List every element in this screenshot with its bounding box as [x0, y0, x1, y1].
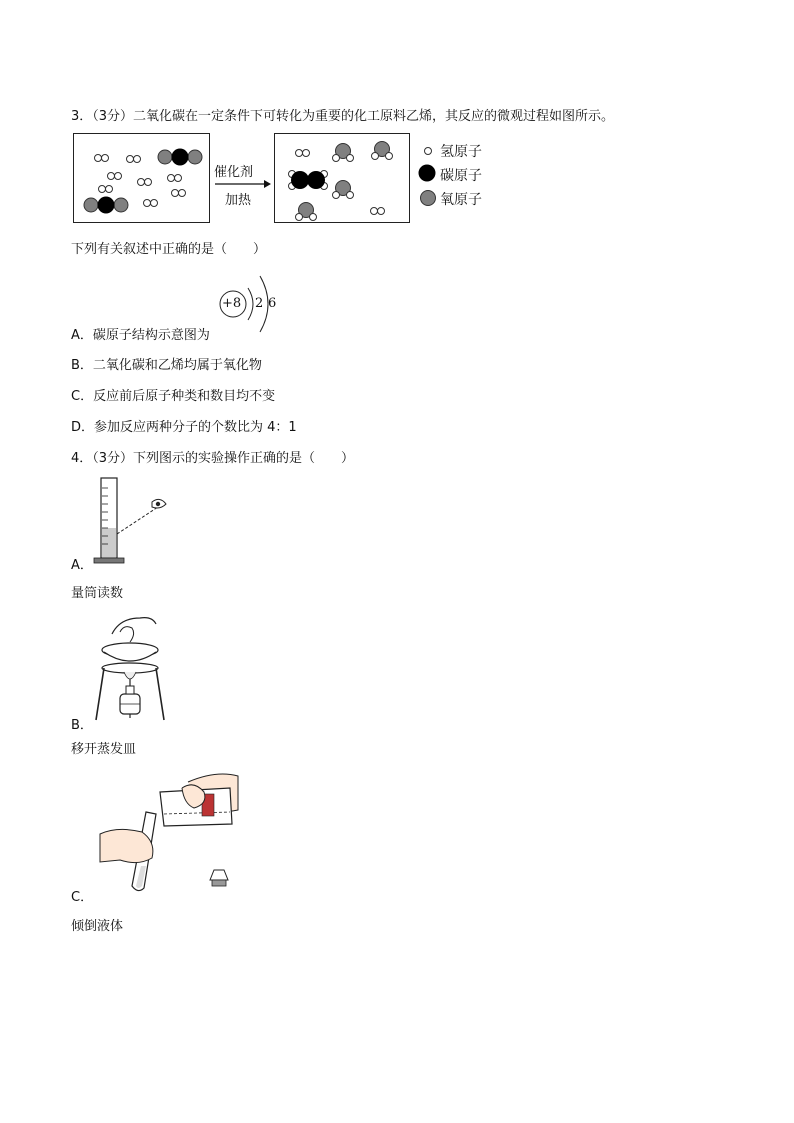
shell1-electrons: 2 [255, 296, 264, 311]
catalyst-label: 催化剂 [214, 165, 254, 180]
hydrogen-atom-icon [423, 146, 433, 156]
reactant-molecules [74, 134, 211, 224]
q3-stem: 3．（3分）二氧化碳在一定条件下可转化为重要的化工原料乙烯，其反应的微观过程如图所示。 [71, 109, 615, 124]
products-box [274, 133, 410, 223]
q4-option-c-caption: 倾倒液体 [71, 919, 124, 934]
reactants-box [73, 133, 210, 223]
q4-option-a-letter: A． [71, 558, 93, 573]
nucleus-charge: +8 [222, 296, 242, 311]
reaction-arrow-icon [214, 179, 272, 189]
shell2-electrons: 6 [268, 296, 277, 311]
q4-option-c-letter: C． [71, 890, 94, 905]
q4-option-b-letter: B． [71, 718, 93, 733]
q4-option-b-caption: 移开蒸发皿 [71, 742, 137, 757]
legend-label-carbon: 碳原子 [440, 168, 482, 184]
legend-label-hydrogen: 氢原子 [440, 144, 482, 160]
q4-stem: 4．（3分）下列图示的实验操作正确的是（ ） [71, 451, 355, 466]
q4-option-a-caption: 量筒读数 [71, 586, 124, 601]
q3-option-a: A．碳原子结构示意图为 [71, 328, 210, 343]
atom-structure-diagram [218, 270, 288, 338]
evaporating-dish-illustration [90, 612, 170, 724]
reaction-diagram [73, 133, 493, 225]
product-molecules [275, 134, 411, 224]
pouring-liquid-illustration [98, 770, 248, 896]
oxygen-atom-icon [420, 190, 438, 208]
heating-label: 加热 [225, 193, 252, 208]
legend-label-oxygen: 氧原子 [440, 192, 482, 208]
q3-option-d: D．参加反应两种分子的个数比为 4：1 [71, 420, 297, 435]
q3-question: 下列有关叙述中正确的是（ ） [71, 242, 267, 257]
q3-option-c: C．反应前后原子种类和数目均不变 [71, 389, 276, 404]
carbon-atom-icon [418, 164, 438, 184]
q3-option-b: B．二氧化碳和乙烯均属于氧化物 [71, 358, 262, 373]
graduated-cylinder-illustration [92, 474, 172, 566]
ethylene-molecule [289, 171, 328, 190]
